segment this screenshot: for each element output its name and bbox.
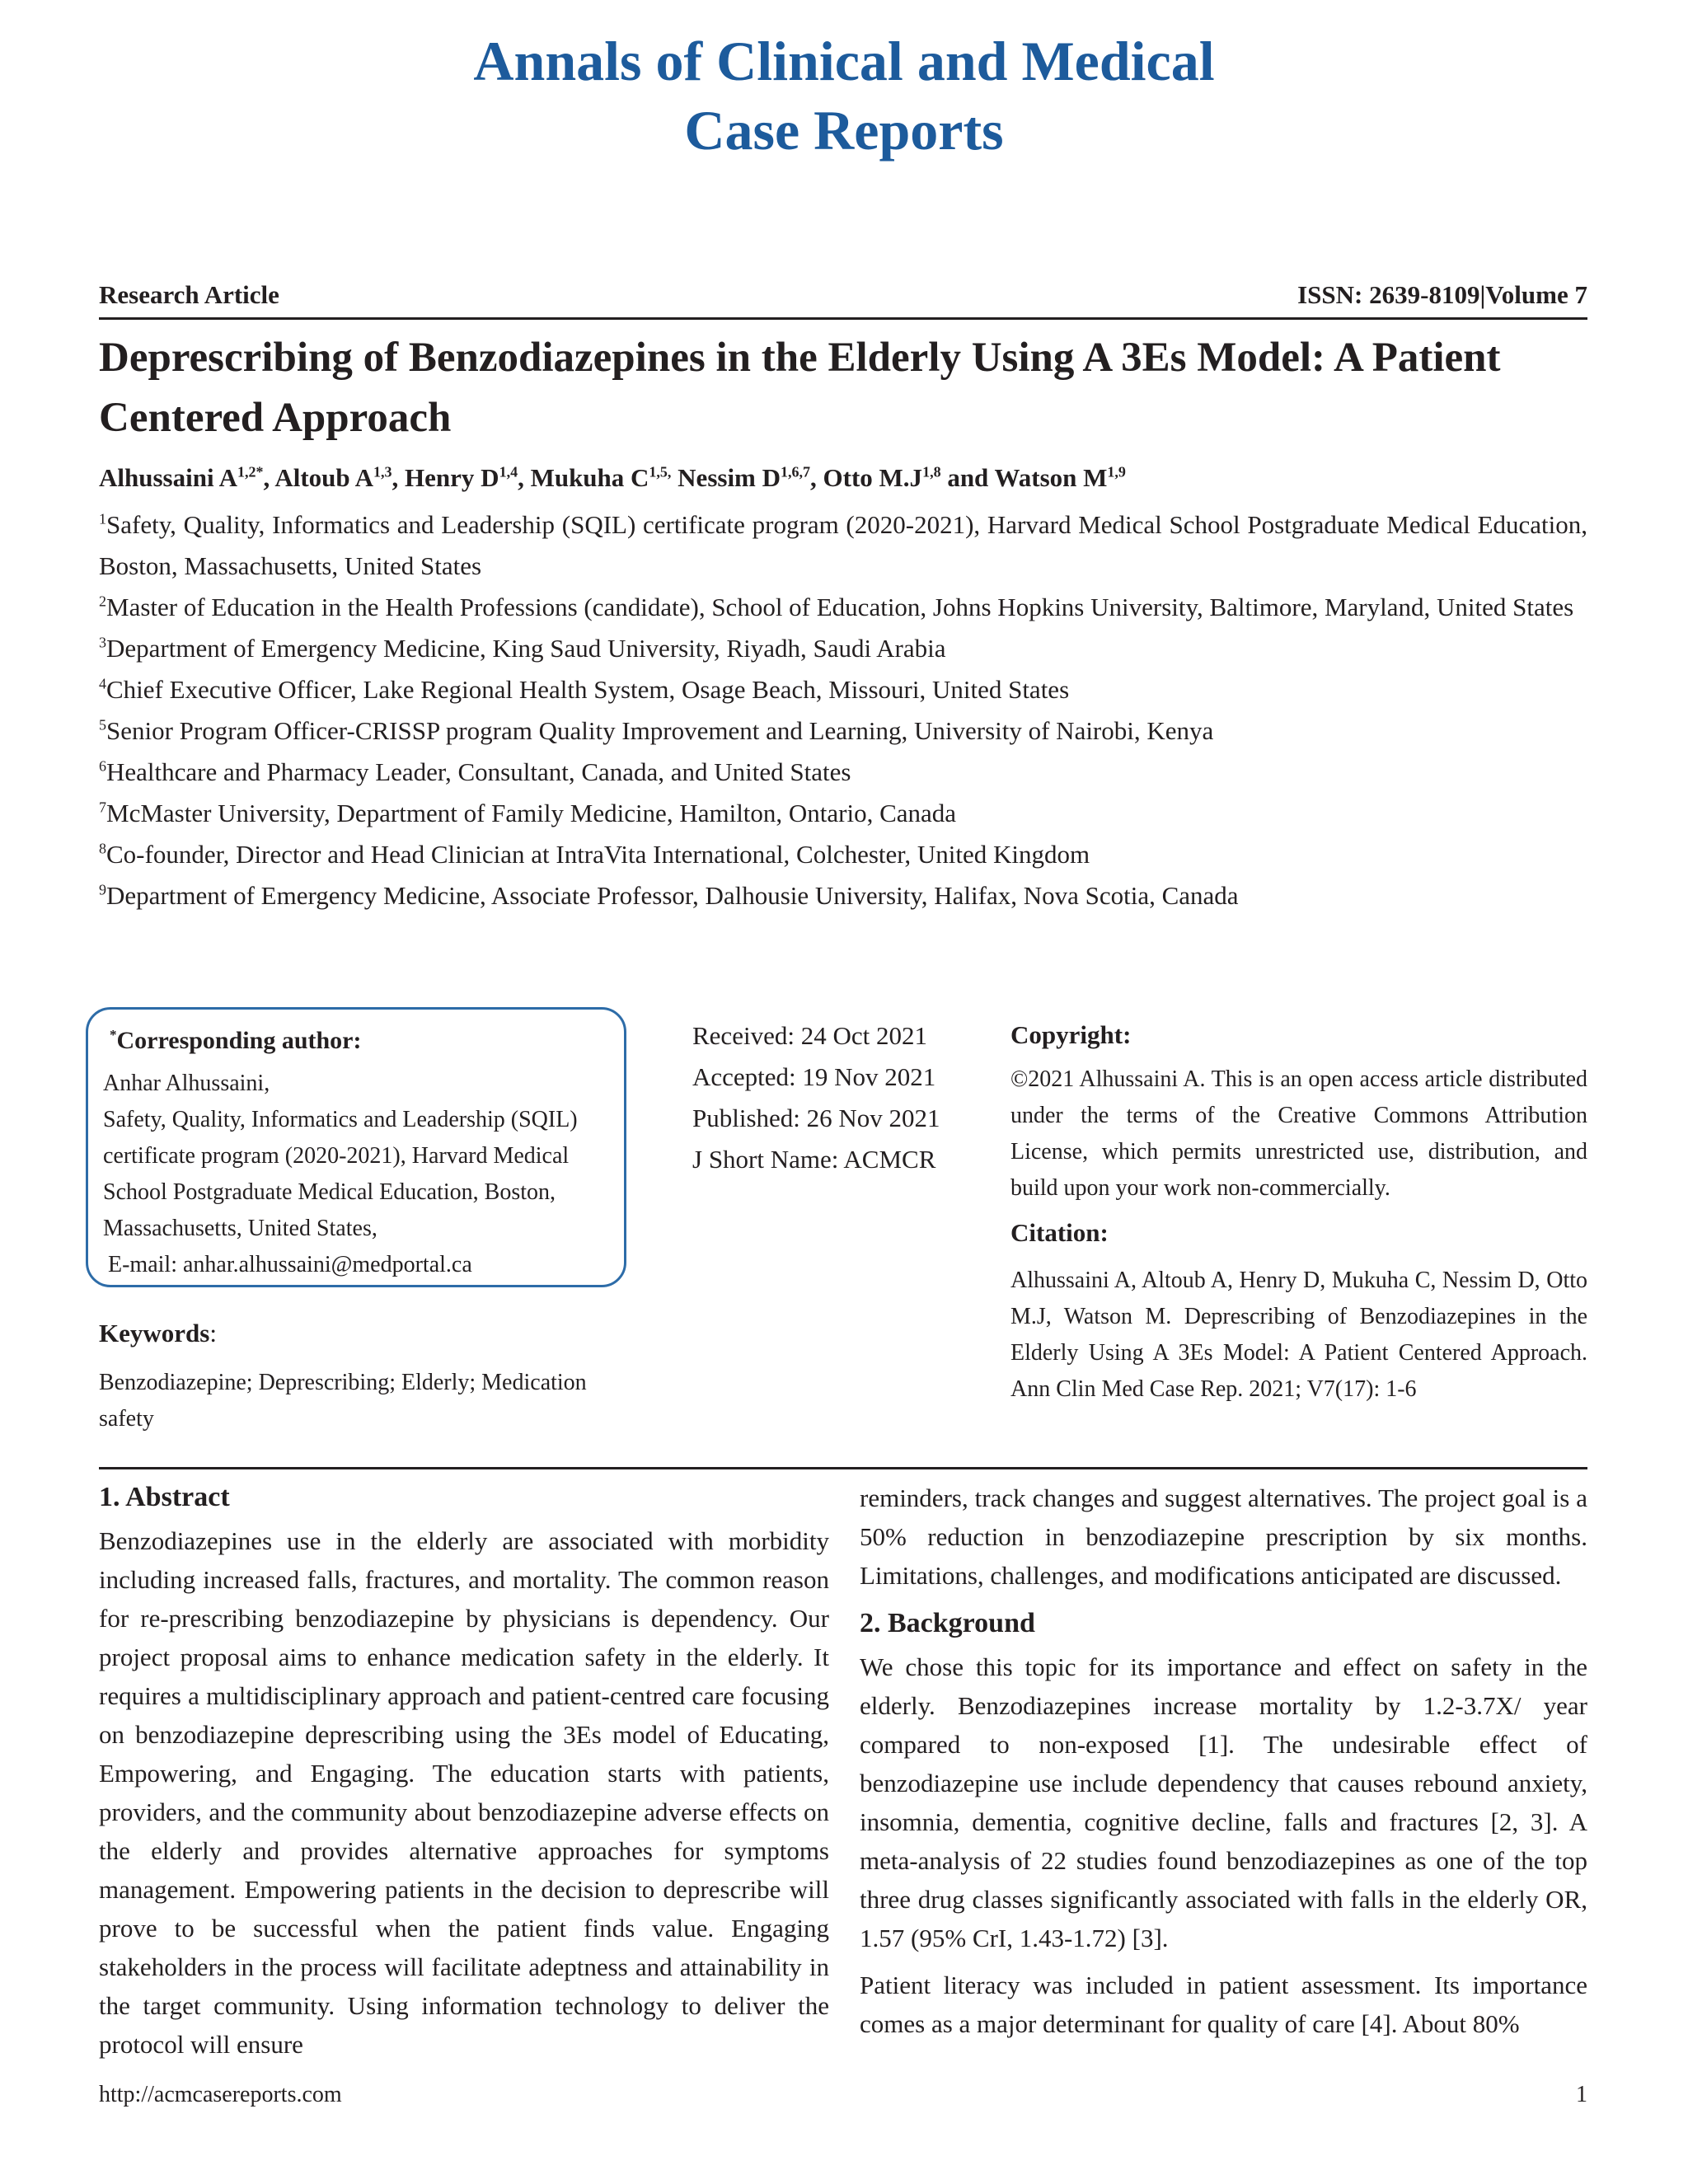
background-paragraph: Patient literacy was included in patient assessment. Its importance comes as a major determinant for quality of care [4]. About 80%	[860, 1971, 1587, 2038]
email-line: E-mail: anhar.alhussaini@medportal.ca	[108, 1252, 472, 1277]
email-address: anhar.alhussaini@medportal.ca	[182, 1252, 472, 1277]
affiliation: $^1$Safety, Quality, Informatics and Leadership (SQIL) certificate program (2020-2021), Harvard Medical School Postgraduate Medical Education, Boston, Massachusetts, United States	[99, 510, 1587, 580]
author: Watson M$^{1,9}$	[994, 463, 1126, 492]
keywords-text: Benzodiazepine; Deprescribing; Elderly; Medication safety	[99, 1370, 587, 1432]
journal-title	[0, 26, 1688, 165]
journal-title-line1: Annals of Clinical and Medical	[473, 30, 1215, 92]
affiliation: $^4$Chief Executive Officer, Lake Regional Health System, Osage Beach, Missouri, United States	[99, 675, 1070, 704]
affiliation-list	[99, 504, 1587, 916]
keywords-heading: Keywords:	[99, 1319, 217, 1347]
address-line: Massachusetts, United States,	[103, 1216, 377, 1241]
left-column	[99, 1479, 829, 2064]
published-date: Published: 26 Nov 2021	[692, 1104, 940, 1132]
footer-url[interactable]: http://acmcasereports.com	[99, 2082, 342, 2107]
article-title: Deprescribing of Benzodiazepines in the Elderly Using A 3Es Model: A Patient Centered Approach	[99, 335, 1501, 441]
affiliation: $^6$Healthcare and Pharmacy Leader, Consultant, Canada, and United States	[99, 757, 851, 786]
section-divider	[99, 1467, 1587, 1469]
corresponding-author-details	[103, 1066, 609, 1283]
citation-heading: Citation:	[1010, 1218, 1109, 1247]
author: Mukuha $C^{1,5,}$	[530, 463, 672, 492]
author-list	[99, 462, 1587, 494]
author: Otto $M.J^{1,8}$ and	[823, 463, 995, 492]
author: Nessim D$^{1,6,7}$,	[678, 463, 823, 492]
right-column	[860, 1479, 1587, 2043]
background-paragraph: We chose this topic for its importance and effect on safety in the elderly. Benzodiazepines increase mortality by 1.2-3.7X/ year compared to non-exposed [1]. The undesirable effect of benzodiazepine use include dependency that causes rebound anxiety, insomnia, dementia, cognitive decline, falls and fractures [2, 3]. A meta-analysis of 22 studies found benzodiazepines as one of the top three drug classes significantly associated with falls in the elderly OR, 1.57 (95% CrI, 1.43-1.72) [3].	[860, 1652, 1587, 1952]
abstract-text: Benzodiazepines use in the elderly are associated with morbidity including increased falls, fractures, and mortality. The common reason for re-prescribing benzodiazepine by physicians is dependency. Our project proposal aims to enhance medication safety in the elderly. It requires a multidisciplinary approach and patient-centred care focusing on benzodiazepine deprescribing using the 3Es model of Educating, Empowering, and Engaging. The education starts with patients, providers, and the community about benzodiazepine adverse effects on the elderly and provides alternative approaches for symptoms management. Empowering patients in the decision to deprescribe will prove to be successful when the patient finds value. Engaging stakeholders in the process will facilitate adeptness and attainability in the target community. Using information technology to deliver the protocol will ensure	[99, 1526, 829, 2059]
affiliation: $^8$Co-founder, Director and Head Clinician at IntraVita International, Colchester, United Kingdom	[99, 840, 1090, 869]
corresponding-author-name: Anhar Alhussaini,	[103, 1071, 270, 1096]
article-header-bar	[99, 280, 1587, 320]
accepted-date: Accepted: 19 Nov 2021	[692, 1062, 936, 1091]
article-type: Research Article	[99, 280, 279, 309]
issn-volume: ISSN: 2639-8109|Volume 7	[1297, 280, 1587, 309]
received-date: Received: 24 Oct 2021	[692, 1021, 927, 1050]
corresponding-author-box	[86, 1007, 626, 1287]
affiliation: $^9$Department of Emergency Medicine, Associate Professor, Dalhousie University, Halifax, Nova Scotia, Canada	[99, 881, 1239, 910]
affiliation: $^3$Department of Emergency Medicine, King Saud University, Riyadh, Saudi Arabia	[99, 634, 946, 663]
author: Altoub A$^{1,3}$,	[274, 463, 406, 492]
author: Alhussaini $A^{1,2*}$,	[99, 463, 275, 492]
abstract-text-continued: reminders, track changes and suggest alternatives. The project goal is a 50% reduction in benzodiazepine prescription by six months. Limitations, challenges, and modifications anticipated are discussed.	[860, 1483, 1587, 1590]
background-heading: 2. Background	[860, 1608, 1035, 1638]
affiliation: $^2$Master of Education in the Health Professions (candidate), School of Education, Johns Hopkins University, Baltimore, Maryland, United States	[99, 593, 1574, 621]
author: Henry D$^{1,4}$,	[405, 463, 531, 492]
copyright-heading: Copyright:	[1010, 1020, 1132, 1049]
corresponding-author-heading: *Corresponding author:	[110, 1027, 362, 1054]
journal-title-line2: Case Reports	[684, 99, 1004, 162]
journal-short-name: J Short Name: ACMCR	[692, 1145, 936, 1174]
copyright-text: ©2021 Alhussaini A. This is an open access article distributed under the terms of the Creative Commons Attribution License, which permits unrestricted use, distribution, and build upon your work non-commercially.	[1010, 1066, 1587, 1201]
abstract-heading: 1. Abstract	[99, 1482, 230, 1512]
article-dates	[692, 1015, 940, 1180]
citation-text: Alhussaini A, Altoub A, Henry D, Mukuha C, Nessim D, Otto M.J, Watson M. Deprescribing of Benzodiazepines in the Elderly Using A 3Es Model: A Patient Centered Approach. Ann Clin Med Case Rep. 2021; V7(17): 1-6	[1010, 1268, 1587, 1402]
address-line: Safety, Quality, Informatics and Leadership (SQIL)	[103, 1107, 578, 1132]
affiliation: $^5$Senior Program Officer-CRISSP program Quality Improvement and Learning, University of Nairobi, Kenya	[99, 716, 1214, 745]
page-number: 1	[1576, 2082, 1587, 2107]
affiliation: $^7$McMaster University, Department of Family Medicine, Hamilton, Ontario, Canada	[99, 799, 957, 827]
address-line: certificate program (2020-2021), Harvard Medical	[103, 1143, 570, 1169]
address-line: School Postgraduate Medical Education, Boston,	[103, 1179, 556, 1205]
